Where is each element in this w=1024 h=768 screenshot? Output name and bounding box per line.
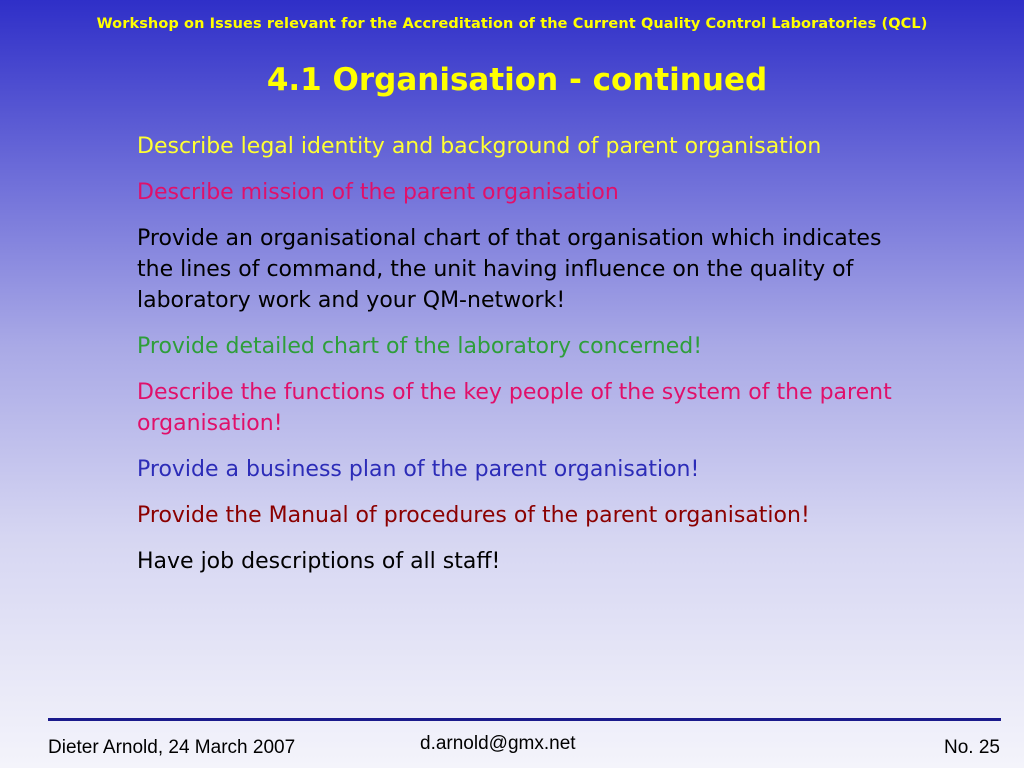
slide-title: 4.1 Organisation - continued [266,62,768,98]
list-item: Describe mission of the parent organisation [137,180,619,205]
list-item: Have job descriptions of all staff! [137,549,501,574]
workshop-header: Workshop on Issues relevant for the Accreditation of the Current Quality Control Laboratories (QCL) [96,16,928,32]
footer-email: d.arnold@gmx.net [420,733,576,754]
footer-divider [48,718,1001,721]
list-item: Provide a business plan of the parent organisation! [137,457,700,482]
slide-content [137,131,897,592]
footer-author-date: Dieter Arnold, 24 March 2007 [48,737,296,758]
list-item: Provide detailed chart of the laboratory concerned! [137,334,703,359]
list-item: Describe legal identity and background of parent organisation [137,134,822,159]
list-item: Provide an organisational chart of that organisation which indicates the lines of command, the unit having influence on the quality of laboratory work and your QM-network! [137,226,882,313]
list-item: Provide the Manual of procedures of the parent organisation! [137,503,810,528]
list-item: Describe the functions of the key people of the system of the parent organisation! [137,380,892,436]
footer-page-number: No. 25 [944,737,1000,758]
